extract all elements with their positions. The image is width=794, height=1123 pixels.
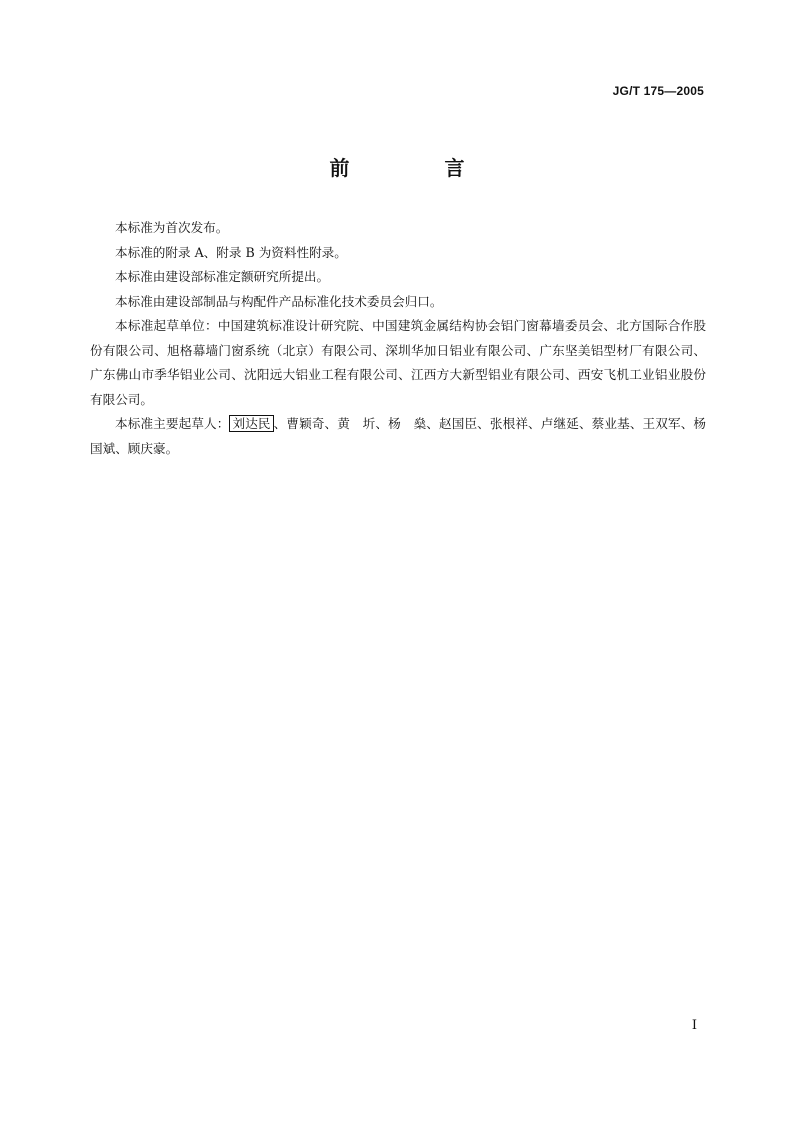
document-code: JG/T 175—2005 [612,84,704,98]
foreword-body [90,216,706,461]
paragraph-drafters [90,412,706,461]
paragraph-proposer: 本标准由建设部标准定额研究所提出。 [115,269,330,284]
paragraph-first-release: 本标准为首次发布。 [115,220,229,235]
paragraph-appendix: 本标准的附录 A、附录 B 为资料性附录。 [115,244,347,260]
page-number: I [691,1018,697,1033]
paragraph-drafting-units: 本标准起草单位：中国建筑标准设计研究院、中国建筑金属结构协会铝门窗幕墙委员会、北方国际合作股份有限公司、旭格幕墙门窗系统（北京）有限公司、深圳华加日铝业有限公司、广东坚美铝型材厂有限公司、广东佛山市季华铝业公司、沈阳远大铝业工程有限公司、江西方大新型铝业有限公司、西安飞机工业铝业股份有限公司。 [90,318,706,407]
highlighted-drafter-name: 刘达民 [229,415,273,432]
page-title: 前 言 [329,156,509,180]
drafters-list: 、曹颖奇、黄 圻、杨 燊、赵国臣、张根祥、卢继延、蔡业基、王双军、杨国斌、顾庆豪。 [90,416,707,456]
paragraph-committee: 本标准由建设部制品与构配件产品标准化技术委员会归口。 [115,293,443,309]
drafters-label: 本标准主要起草人： [115,416,230,431]
